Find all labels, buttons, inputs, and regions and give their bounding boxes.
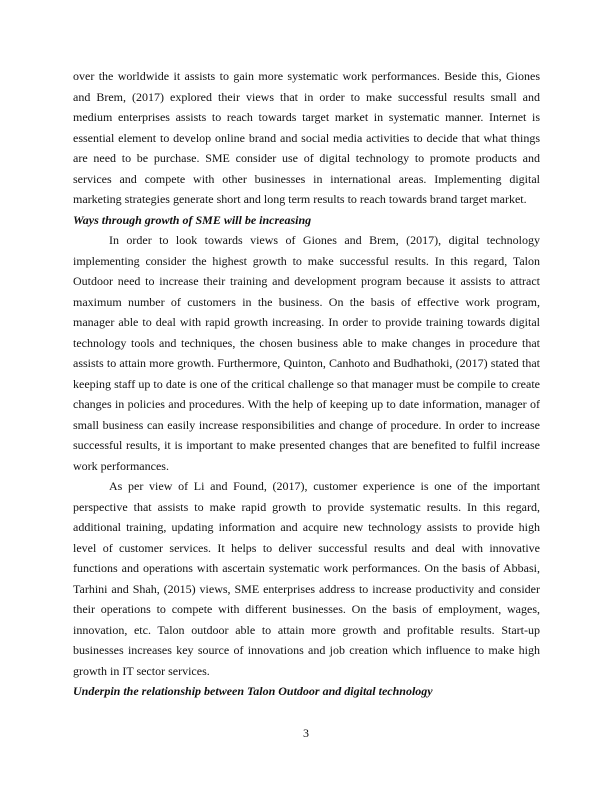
section-heading-talon-relationship: Underpin the relationship between Talon Outdoor and digital technology <box>73 684 433 698</box>
paragraph-customer-experience: As per view of Li and Found, (2017), customer experience is one of the important perspective that assists to make rapid growth to provide systematic results. In this regard, additional training, updating information and acquire new technology assists to provide high level of customer services. It helps to deliver successful results and deal with innovative functions and operations with ascertain systematic work performances. On the basis of Abbasi, Tarhini and Shah, (2015) views, SME enterprises address to increase productivity and consider their operations to compete with different businesses. On the basis of employment, wages, innovation, etc. Talon outdoor able to attain more growth and profitable results. Start-up businesses increases key source of innovations and job creation which influence to make high growth in IT sector services. <box>73 479 540 678</box>
paragraph-digital-technology-growth: In order to look towards views of Giones and Brem, (2017), digital technology implementing consider the highest growth to make successful results. In this regard, Talon Outdoor need to increase their training and development program because it assists to attract maximum number of customers in the business. On the basis of effective work program, manager able to deal with rapid growth increasing. In order to provide training towards digital technology tools and techniques, the chosen business able to make changes in procedure that assists to attain more growth. Furthermore, Quinton, Canhoto and Budhathoki, (2017) stated that keeping staff up to date is one of the critical challenge so that manager must be compile to create changes in policies and procedures. With the help of keeping up to date information, manager of small business can easily increase responsibilities and change of procedure. In order to increase successful results, it is important to make presented changes that are benefited to fulfil increase work performances. <box>73 233 540 473</box>
page-number: 3 <box>303 726 309 740</box>
paragraph-continuation: over the worldwide it assists to gain more systematic work performances. Beside this, Giones and Brem, (2017) explored their views that in order to make successful results small and medium enterprises assists to reach towards target market in systematic manner. Internet is essential element to develop online brand and social media activities to decide that what things are need to be purchase. SME consider use of digital technology to promote products and services and compete with other businesses in international areas. Implementing digital marketing strategies generate short and long term results to reach towards brand target market. <box>73 69 540 206</box>
section-heading-sme-growth: Ways through growth of SME will be increasing <box>73 212 312 227</box>
page-body <box>73 66 540 702</box>
